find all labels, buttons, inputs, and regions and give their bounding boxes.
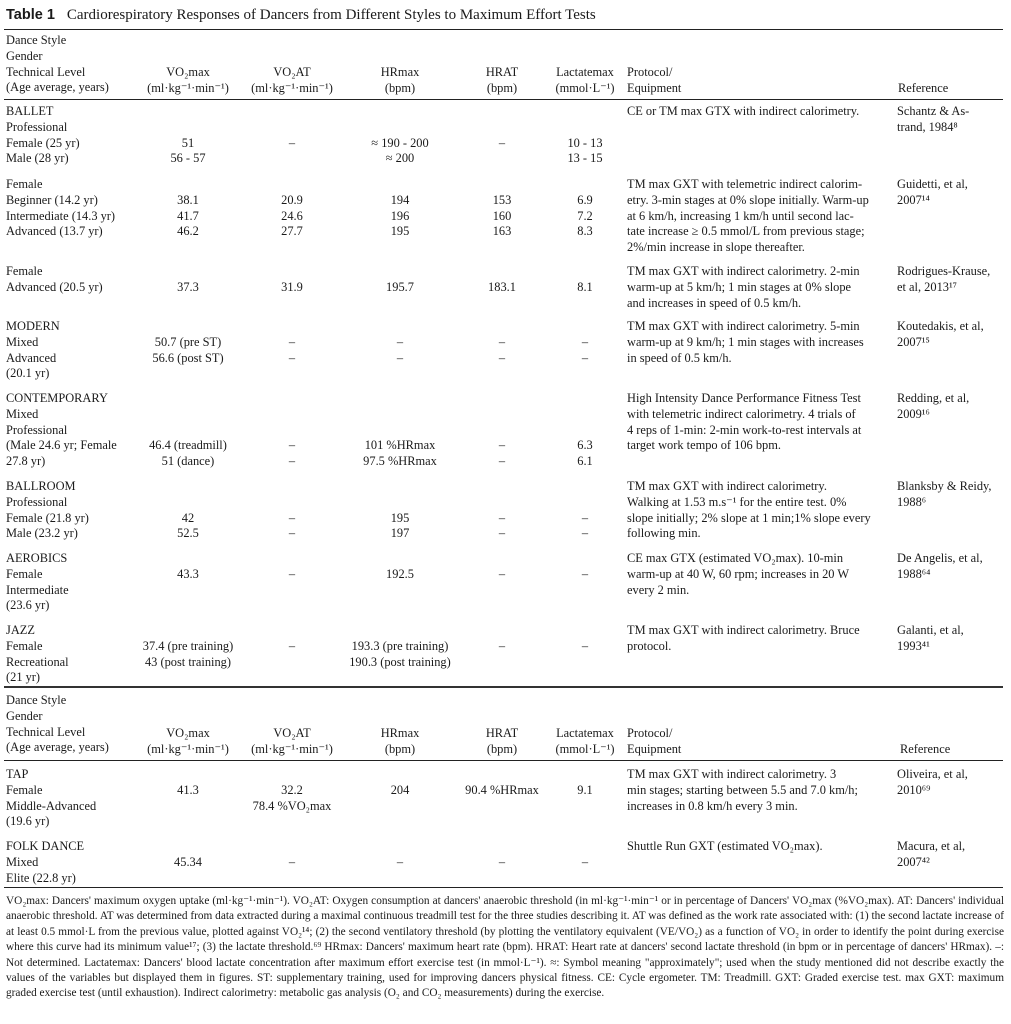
cell-reference: Macura, et al, 2007⁴² xyxy=(897,839,966,869)
cell-lactatemax: – xyxy=(581,854,589,869)
cell-lactatemax: 6.3 6.1 xyxy=(577,438,593,469)
cell-hrmax: – xyxy=(396,854,404,869)
cell-hrmax: ≈ 190 - 200 ≈ 200 xyxy=(371,135,429,166)
cell-hrat: – xyxy=(498,638,506,653)
cell-hrmax: 101 %HRmax 97.5 %HRmax xyxy=(363,438,437,469)
cell-protocol: TM max GXT with indirect calorimetry. 3 min stages; starting between 5.5 and 7.0 km/h; increases in 0.8 km/h every 3 min. xyxy=(627,767,858,813)
cell-protocol: TM max GXT with telemetric indirect calorim- etry. 3-min stages at 0% slope initially. Warm-up at 6 km/h, increasing 1 km/h until second lac- tate increase ≥ 0.5 mmol/L from previous stage; 2%/min increase in slope thereafter. xyxy=(627,177,869,255)
cell-vo2max: 41.3 xyxy=(177,782,199,797)
cell-hrmax: 193.3 (pre training) 190.3 (post training) xyxy=(349,638,451,669)
header-vo2at: VO₂AT (ml·kg⁻¹·min⁻¹) xyxy=(251,726,333,756)
cell-vo2at: – xyxy=(288,854,296,869)
header-hrat: HRAT (bpm) xyxy=(485,726,519,756)
cell-hrmax: 204 xyxy=(390,782,410,797)
cell-lactatemax: – – xyxy=(581,334,589,365)
cell-dance-style: BALLROOM Professional Female (21.8 yr) Male (23.2 yr) xyxy=(6,479,89,541)
header-protocol: Protocol/ Equipment xyxy=(627,65,682,95)
cell-protocol: TM max GXT with indirect calorimetry. Walking at 1.53 m.s⁻¹ for the entire test. 0% slope initially; 2% slope at 1 min;1% slope every following min. xyxy=(627,479,871,541)
header-rule xyxy=(4,99,1003,100)
cell-reference: Blanksby & Reidy, 1988⁶ xyxy=(897,479,992,509)
cell-vo2at: – – xyxy=(288,334,296,365)
cell-hrat: – xyxy=(498,135,506,150)
cell-lactatemax: – – xyxy=(581,510,589,541)
cell-protocol: TM max GXT with indirect calorimetry. 2-min warm-up at 5 km/h; 1 min stages at 0% slope and increases in speed of 0.5 km/h. xyxy=(627,264,860,310)
cell-vo2max: 46.4 (treadmill) 51 (dance) xyxy=(149,438,227,469)
bottom-rule xyxy=(4,887,1003,888)
cell-hrat: 183.1 xyxy=(488,279,516,294)
cell-vo2max: 50.7 (pre ST) 56.6 (post ST) xyxy=(152,334,224,365)
cell-hrat: 90.4 %HRmax xyxy=(465,782,539,797)
cell-hrmax: 192.5 xyxy=(386,566,414,581)
header-lactatemax: Lactatemax (mmol·L⁻¹) xyxy=(555,65,615,95)
table-caption xyxy=(6,7,596,24)
cell-vo2at: 31.9 xyxy=(281,279,303,294)
cell-hrmax: 195 197 xyxy=(390,510,410,541)
cell-vo2max: 43.3 xyxy=(177,566,199,581)
cell-reference: Schantz & As- trand, 1984⁸ xyxy=(897,104,970,134)
cell-dance-style: JAZZ Female Recreational (21 yr) xyxy=(6,623,69,685)
cell-dance-style: BALLET Professional Female (25 yr) Male (28 yr) xyxy=(6,104,80,166)
cell-vo2at: – xyxy=(288,566,296,581)
header-hrmax: HRmax (bpm) xyxy=(380,65,420,95)
header-dance-style: Dance Style Gender Technical Level (Age average, years) xyxy=(6,693,109,755)
cell-reference: Oliveira, et al, 2010⁶⁹ xyxy=(897,767,968,797)
cell-protocol: CE max GTX (estimated VO₂max). 10-min warm-up at 40 W, 60 rpm; increases in 20 W every 2 min. xyxy=(627,551,850,597)
cell-dance-style: AEROBICS Female Intermediate (23.6 yr) xyxy=(6,551,69,613)
cell-lactatemax: 6.9 7.2 8.3 xyxy=(577,192,593,239)
cell-protocol: High Intensity Dance Performance Fitness Test with telemetric indirect calorimetry. 4 trials of 4 reps of 1-min: 2-min work-to-rest intervals at target work tempo of 106 bpm. xyxy=(627,391,862,453)
cell-lactatemax: 10 - 13 13 - 15 xyxy=(567,135,603,166)
cell-lactatemax: 8.1 xyxy=(577,279,593,294)
cell-reference: Koutedakis, et al, 2007¹⁵ xyxy=(897,319,984,349)
cell-reference: Guidetti, et al, 2007¹⁴ xyxy=(897,177,968,207)
cell-vo2max: 38.1 41.7 46.2 xyxy=(177,192,199,239)
cell-reference: Galanti, et al, 1993⁴¹ xyxy=(897,623,964,653)
header-vo2max: VO₂max (ml·kg⁻¹·min⁻¹) xyxy=(147,65,229,95)
cell-reference: De Angelis, et al, 1988⁶⁴ xyxy=(897,551,983,581)
cell-vo2at: – – xyxy=(288,510,296,541)
header-hrmax: HRmax (bpm) xyxy=(380,726,420,756)
cell-hrat: – – xyxy=(498,438,506,469)
cell-hrmax: – – xyxy=(396,334,404,365)
cell-dance-style: Female Advanced (20.5 yr) xyxy=(6,264,103,294)
cell-vo2at: – – xyxy=(288,438,296,469)
cell-dance-style: FOLK DANCE Mixed Elite (22.8 yr) xyxy=(6,839,85,885)
cell-vo2max: 51 56 - 57 xyxy=(170,135,206,166)
cell-vo2max: 37.4 (pre training) 43 (post training) xyxy=(142,638,234,669)
cell-vo2max: 42 52.5 xyxy=(177,510,199,541)
table-footnote: VO₂max: Dancers' maximum oxygen uptake (ml·kg⁻¹·min⁻¹). VO₂AT: Oxygen consumption at dancers' anaerobic threshold (in ml·kg⁻¹·min⁻¹ or in percentage of Dancers' VO₂max (%VO₂max). AT: Dancers' individual anaerobic threshold. AT was determined from data extracted during a maximal continuous treadmill test for the three studies describing it. AT was defined as the work rate associated with: (1) the second lactate increase of at least 0.5 mmol·L from the previous value, plotted against VO₂¹⁴; (2) the second ventilatory threshold (by plotting the ventilatory equivalent (VE/VO₂) as a function of VO₂ in order to identify the point during exercise where this curve had its minimum value¹⁷; (3) the lactate threshold.⁶⁹ HRmax: Dancers' maximum heart rate (bpm). HRAT: Heart rate at dancers' second lactate threshold (in bpm or in percentage of dancers' HRmax). –: Not determined. Lactatemax: Dancers' blood lactate concentration after maximum effort exercise test (in mmol·L⁻¹). ≈: Symbol meaning "approximately"; used when the study mentioned did not describe exactly the values of the variables but displayed them in figures. ST: supplementary training, used for improving dancers physical fitness. CE: Cycle ergometer. TM: Treadmill. GXT: Graded exercise test. max GXT: maximum graded exercise test (until exhaustion). Indirect calorimetry: metabolic gas analysis (O₂ and CO₂ measurements) during the exercise. xyxy=(6,895,1004,1000)
cell-lactatemax: – xyxy=(581,638,589,653)
cell-vo2at: 20.9 24.6 27.7 xyxy=(281,192,303,239)
cell-protocol: Shuttle Run GXT (estimated VO₂max). xyxy=(627,839,823,853)
table-label: Table 1 xyxy=(6,7,55,23)
cell-dance-style: Female Beginner (14.2 yr) Intermediate (14.3 yr) Advanced (13.7 yr) xyxy=(6,177,116,239)
header-vo2max: VO₂max (ml·kg⁻¹·min⁻¹) xyxy=(147,726,229,756)
cell-reference: Rodrigues-Krause, et al, 2013¹⁷ xyxy=(897,264,991,294)
cell-lactatemax: 9.1 xyxy=(577,782,593,797)
cell-lactatemax: – xyxy=(581,566,589,581)
cell-hrmax: 195.7 xyxy=(386,279,414,294)
cell-protocol: TM max GXT with indirect calorimetry. 5-min warm-up at 9 km/h; 1 min stages with increases in speed of 0.5 km/h. xyxy=(627,319,864,365)
cell-vo2max: 45.34 xyxy=(174,854,202,869)
header-dance-style: Dance Style Gender Technical Level (Age average, years) xyxy=(6,33,109,95)
table-title: Cardiorespiratory Responses of Dancers from Different Styles to Maximum Effort Tests xyxy=(66,7,596,23)
header-vo2at: VO₂AT (ml·kg⁻¹·min⁻¹) xyxy=(251,65,333,95)
cell-protocol: TM max GXT with indirect calorimetry. Bruce protocol. xyxy=(627,623,860,653)
header-lactatemax: Lactatemax (mmol·L⁻¹) xyxy=(555,726,615,756)
cell-dance-style: TAP Female Middle-Advanced (19.6 yr) xyxy=(6,767,97,829)
header-protocol: Protocol/ Equipment xyxy=(627,726,682,756)
cell-vo2at: – xyxy=(288,638,296,653)
cell-protocol: CE or TM max GTX with indirect calorimetry. xyxy=(627,104,860,118)
cell-vo2at: 32.2 78.4 %VO₂max xyxy=(252,782,332,813)
cell-vo2at: – xyxy=(288,135,296,150)
header-reference: Reference xyxy=(898,81,949,95)
cell-hrat: 153 160 163 xyxy=(492,192,512,239)
cell-hrmax: 194 196 195 xyxy=(390,192,410,239)
cell-hrat: – – xyxy=(498,510,506,541)
cell-dance-style: MODERN Mixed Advanced (20.1 yr) xyxy=(6,319,60,381)
cell-dance-style: CONTEMPORARY Mixed Professional (Male 24.6 yr; Female 27.8 yr) xyxy=(6,391,117,469)
section-rule xyxy=(4,686,1003,688)
cell-hrat: – xyxy=(498,854,506,869)
header-hrat: HRAT (bpm) xyxy=(485,65,519,95)
cell-hrat: – xyxy=(498,566,506,581)
cell-vo2max: 37.3 xyxy=(177,279,199,294)
top-rule xyxy=(4,29,1003,30)
cell-hrat: – – xyxy=(498,334,506,365)
header-reference: Reference xyxy=(900,742,951,756)
header-rule-repeat xyxy=(4,760,1003,761)
cell-reference: Redding, et al, 2009¹⁶ xyxy=(897,391,970,421)
